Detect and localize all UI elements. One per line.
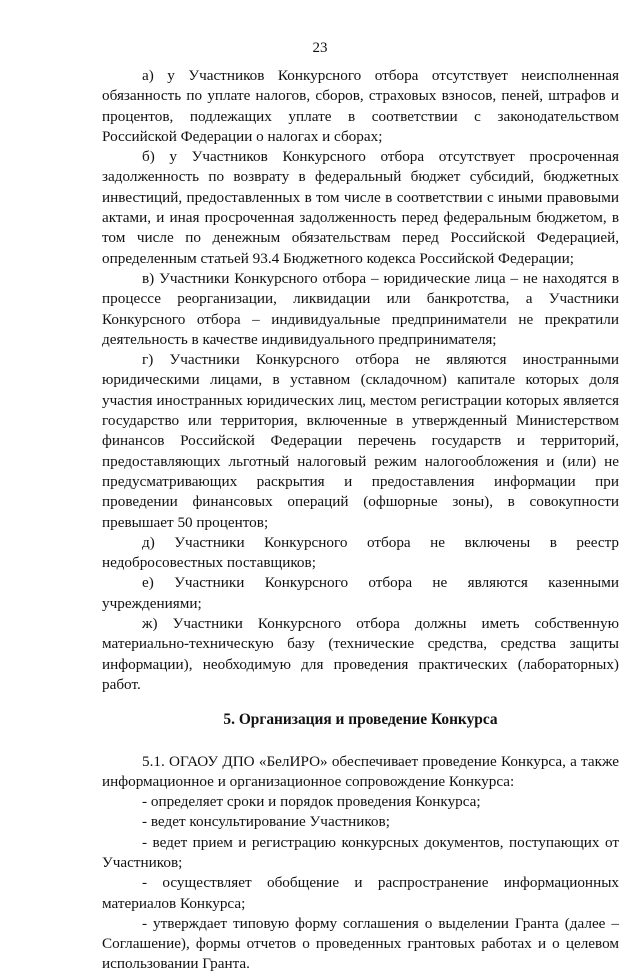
paragraph-5-1: 5.1. ОГАОУ ДПО «БелИРО» обеспечивает проведение Конкурса, а также информационное и организационное сопровождение Конкурса: <box>102 752 619 790</box>
page-number: 23 <box>312 40 328 56</box>
clause-b: б) у Участников Конкурсного отбора отсутствует просроченная задолженность по возврату в федеральный бюджет субсидий, бюджетных инвестиций, предоставленных в том числе в соответствии с иными правовыми актами, и иная просроченная задолженность перед федеральным бюджетом, в том числе по денежным обязательствам перед Российской Федерацией, определенным статьей 93.4 Бюджетного кодекса Российской Федерации; <box>102 148 619 267</box>
list-item: - определяет сроки и порядок проведения Конкурса; <box>142 793 481 811</box>
document-body <box>102 66 619 975</box>
list-item: - ведет консультирование Участников; <box>142 813 390 831</box>
list-item: - осуществляет обобщение и распространение информационных материалов Конкурса; <box>102 874 619 912</box>
clause-a: а) у Участников Конкурсного отбора отсутствует неисполненная обязанность по уплате налогов, сборов, страховых взносов, пеней, штрафов и процентов, подлежащих уплате в соответствии с законодательством Российской Федерации о налогах и сборах; <box>102 67 619 145</box>
list-item: - утверждает типовую форму соглашения о выделении Гранта (далее – Соглашение), формы отчетов о проведенных грантовых работах и о целевом использовании Гранта. <box>102 914 619 973</box>
section-heading: 5. Организация и проведение Конкурса <box>223 711 498 729</box>
clause-d: д) Участники Конкурсного отбора не включены в реестр недобросовестных поставщиков; <box>102 533 619 572</box>
clause-e: е) Участники Конкурсного отбора не являются казенными учреждениями; <box>102 574 619 612</box>
list-item: - ведет прием и регистрацию конкурсных документов, поступающих от Участников; <box>102 833 619 871</box>
clause-zh: ж) Участники Конкурсного отбора должны иметь собственную материально-техническую базу (технические средства, средства защиты информации), необходимую для проведения практических (лабораторных) работ. <box>102 615 619 693</box>
clause-v: в) Участники Конкурсного отбора – юридические лица – не находятся в процессе реорганизации, ликвидации или банкротства, а Участники Конкурсного отбора – индивидуальные предприниматели не прекратили деятельность в качестве индивидуального предпринимателя; <box>102 269 619 348</box>
clause-g: г) Участники Конкурсного отбора не являются иностранными юридическими лицами, в уставном (складочном) капитале которых доля участия иностранных юридических лиц, местом регистрации которых является государство или территория, включенные в утвержденный Министерством финансов Российской Федерации перечень государств и территорий, предоставляющих льготный налоговый режим налогообложения и (или) не предусматривающих раскрытия и предоставления информации при проведении финансовых операций (офшорные зоны), в совокупности превышает 50 процентов; <box>102 351 619 531</box>
